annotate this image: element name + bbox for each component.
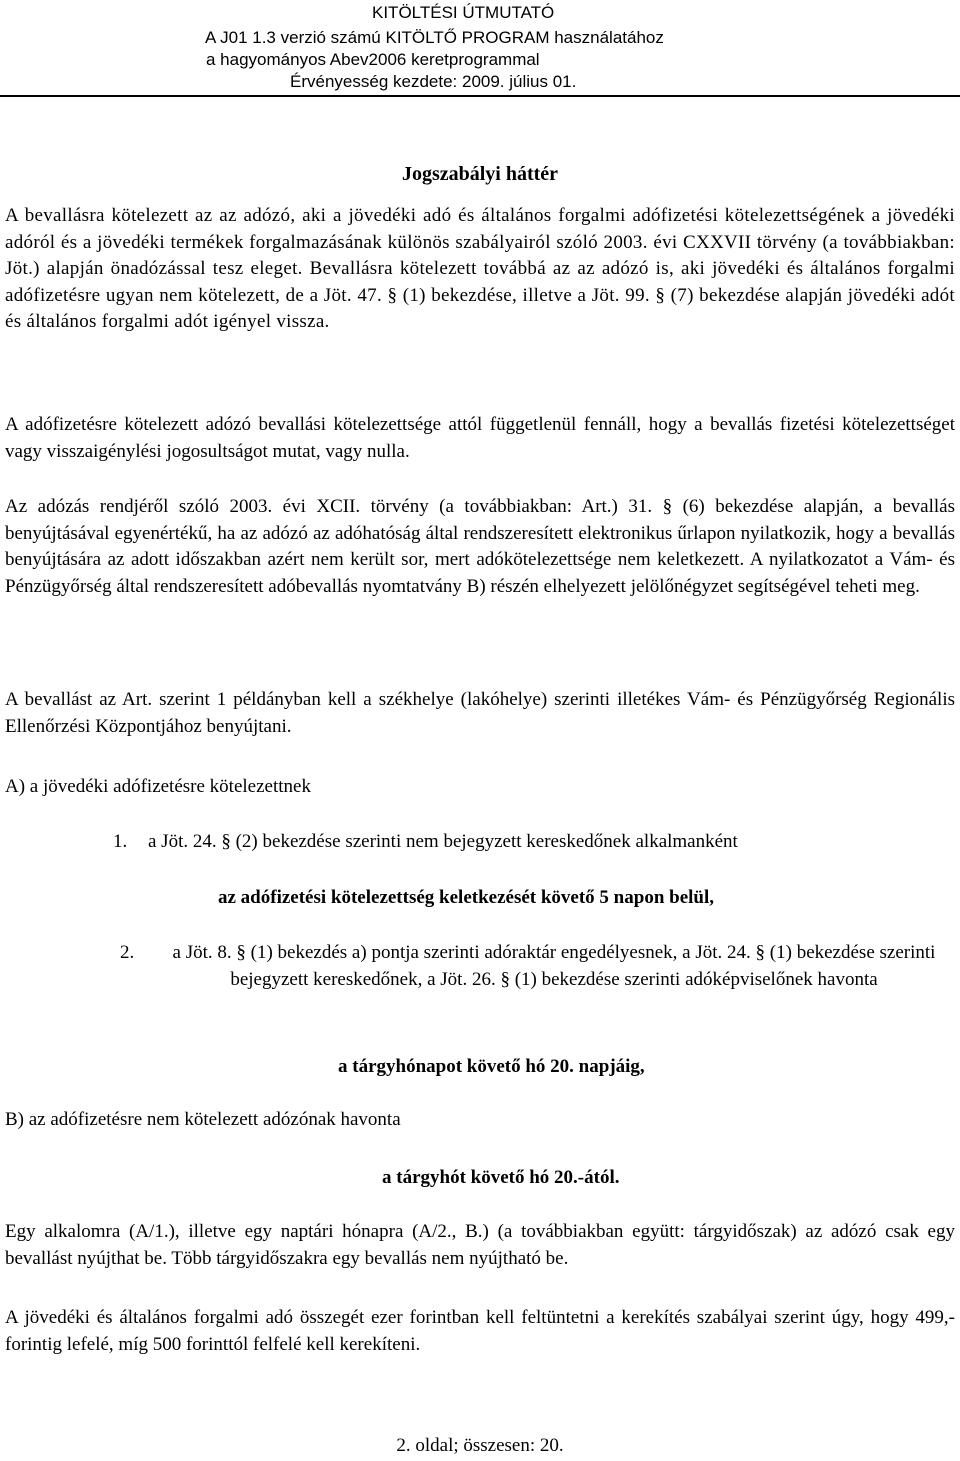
header-line-1: KITÖLTÉSI ÚTMUTATÓ xyxy=(372,3,555,22)
list-item-2-number: 2. xyxy=(120,942,135,963)
paragraph-4: A bevallást az Art. szerint 1 példányban kell a székhelye (lakóhelye) szerinti illetékes Vám- és Pénzügyőrség Regionális Ellenőrzési Központjához benyújtani. xyxy=(5,689,955,737)
deadline-1: az adófizetési kötelezettség keletkezését követő 5 napon belül, xyxy=(218,887,715,908)
section-title: Jogszabályi háttér xyxy=(401,163,559,185)
header-line-2: A J01 1.3 verzió számú KITÖLTŐ PROGRAM használatához xyxy=(205,28,664,47)
list-item-1-text: a Jöt. 24. § (2) bekezdése szerinti nem bejegyzett kereskedőnek alkalmanként xyxy=(148,831,738,852)
deadline-3: a tárgyhót követő hó 20.-ától. xyxy=(382,1167,620,1188)
list-item-1-number: 1. xyxy=(113,831,128,852)
list-item-2-text: a Jöt. 8. § (1) bekezdés a) pontja szerinti adóraktár engedélyesnek, a Jöt. 24. § (1) bekezdése szerinti bejegyzett kereskedőnek, a Jöt. 26. § (1) bekezdése szerinti adóképviselőnek havonta xyxy=(172,942,936,990)
page-number-footer: 2. oldal; összesen: 20. xyxy=(396,1435,564,1456)
deadline-2: a tárgyhónapot követő hó 20. napjáig, xyxy=(338,1056,645,1077)
paragraph-3: Az adózás rendjéről szóló 2003. évi XCII. törvény (a továbbiakban: Art.) 31. § (6) bekezdése alapján, a bevallás benyújtásával egyenértékű, ha az adózó az adóhatóság által rendszeresített elektronikus űrlapon nyilatkozik, hogy a bevallás benyújtására az adott időszakban azért nem került sor, mert adókötelezettsége nem keletkezett. A nyilatkozatot a Vám- és Pénzügyőrség által rendszeresített adóbevallás nyomtatvány B) részén elhelyezett jelölőnégyzet segítségével teheti meg. xyxy=(5,496,955,597)
section-a-heading: A) a jövedéki adófizetésre kötelezettnek xyxy=(5,776,311,797)
paragraph-2: A adófizetésre kötelezett adózó bevallási kötelezettsége attól függetlenül fennáll, hogy a bevallás fizetési kötelezettséget vagy visszaigénylési jogosultságot mutat, vagy nulla. xyxy=(5,414,955,462)
paragraph-6: A jövedéki és általános forgalmi adó összegét ezer forintban kell feltüntetni a kerekítés szabályai szerint úgy, hogy 499,- forintig lefelé, míg 500 forinttól felfelé kell kerekíteni. xyxy=(5,1307,955,1355)
paragraph-1: A bevallásra kötelezett az az adózó, aki a jövedéki adó és általános forgalmi adófizetési kötelezettségének a jövedéki adóról és a jövedéki termékek forgalmazásának különös szabályairól szóló 2003. évi CXXVII törvény (a továbbiakban: Jöt.) alapján önadózással tesz eleget. Bevallásra kötelezett továbbá az az adózó is, aki jövedéki és általános forgalmi adófizetésre ugyan nem kötelezett, de a Jöt. 47. § (1) bekezdése, illetve a Jöt. 99. § (7) bekezdése alapján jövedéki adót és általános forgalmi adót igényel vissza. xyxy=(5,205,955,332)
paragraph-5: Egy alkalomra (A/1.), illetve egy naptári hónapra (A/2., B.) (a továbbiakban együtt: tárgyidőszak) az adózó csak egy bevallást nyújthat be. Több tárgyidőszakra egy bevallás nem nyújtható be. xyxy=(5,1221,955,1269)
header-line-3: a hagyományos Abev2006 keretprogrammal xyxy=(206,50,540,69)
section-b-heading: B) az adófizetésre nem kötelezett adózónak havonta xyxy=(5,1109,401,1130)
header-line-4: Érvényesség kezdete: 2009. július 01. xyxy=(290,72,577,91)
document-header xyxy=(0,0,960,96)
header-divider xyxy=(0,95,960,97)
